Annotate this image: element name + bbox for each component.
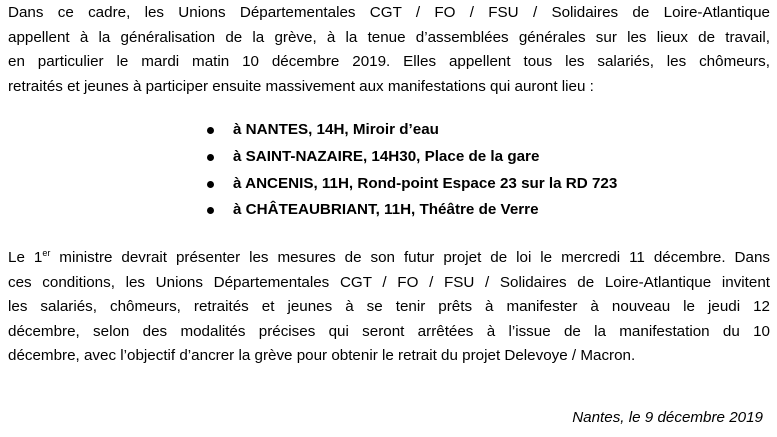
conclusion-prefix: Le 1 bbox=[8, 249, 43, 266]
bullet-icon bbox=[207, 181, 214, 188]
list-item bbox=[203, 117, 617, 144]
manifestation-text: à CHÂTEAUBRIANT, 11H, Théâtre de Verre bbox=[233, 201, 539, 219]
intro-line: en particulier le mardi matin 10 décembre 2019. Elles appellent tous les salariés, les chômeurs, bbox=[8, 53, 770, 70]
intro-line: appellent à la généralisation de la grève, à la tenue d’assemblées générales sur les lieux de travail, bbox=[8, 28, 770, 46]
conclusion-rest: ministre devrait présenter les mesures de son futur projet de loi le mercredi 11 décembre. Dans bbox=[50, 249, 771, 266]
bullet-icon bbox=[207, 154, 214, 161]
manifestation-text: à SAINT-NAZAIRE, 14H30, Place de la gare bbox=[233, 147, 540, 165]
conclusion-line: ces conditions, les Unions Départementales CGT / FO / FSU / Solidaires de Loire-Atlantique invitent bbox=[8, 273, 770, 291]
list-item bbox=[203, 171, 617, 198]
intro-line: retraités et jeunes à participer ensuite massivement aux manifestations qui auront lieu : bbox=[8, 77, 594, 95]
manifestation-text: à NANTES, 14H, Miroir d’eau bbox=[233, 121, 439, 138]
bullet-icon bbox=[207, 127, 214, 134]
list-item bbox=[203, 144, 617, 171]
manifestation-text: à ANCENIS, 11H, Rond-point Espace 23 sur la RD 723 bbox=[233, 174, 618, 192]
intro-line: Dans ce cadre, les Unions Départementales CGT / FO / FSU / Solidaires de Loire-Atlantique bbox=[8, 4, 770, 21]
list-item bbox=[203, 197, 617, 224]
bullet-icon bbox=[207, 207, 214, 214]
intro-paragraph bbox=[8, 1, 770, 99]
conclusion-first-line bbox=[8, 246, 770, 271]
conclusion-line: décembre, avec l’objectif d’ancrer la grève pour obtenir le retrait du projet Delevoye / Macron. bbox=[8, 347, 636, 364]
manifestation-list bbox=[203, 117, 617, 224]
conclusion-line: décembre, selon des modalités précises qui seront arrêtées à l’issue de la manifestation du 10 bbox=[8, 322, 770, 340]
ordinal-suffix: er bbox=[42, 247, 51, 258]
conclusion-line: les salariés, chômeurs, retraités et jeunes à se tenir prêts à manifester à nouveau le jeudi 12 bbox=[8, 298, 770, 315]
conclusion-paragraph bbox=[8, 246, 770, 369]
signature-date: Nantes, le 9 décembre 2019 bbox=[572, 409, 763, 426]
